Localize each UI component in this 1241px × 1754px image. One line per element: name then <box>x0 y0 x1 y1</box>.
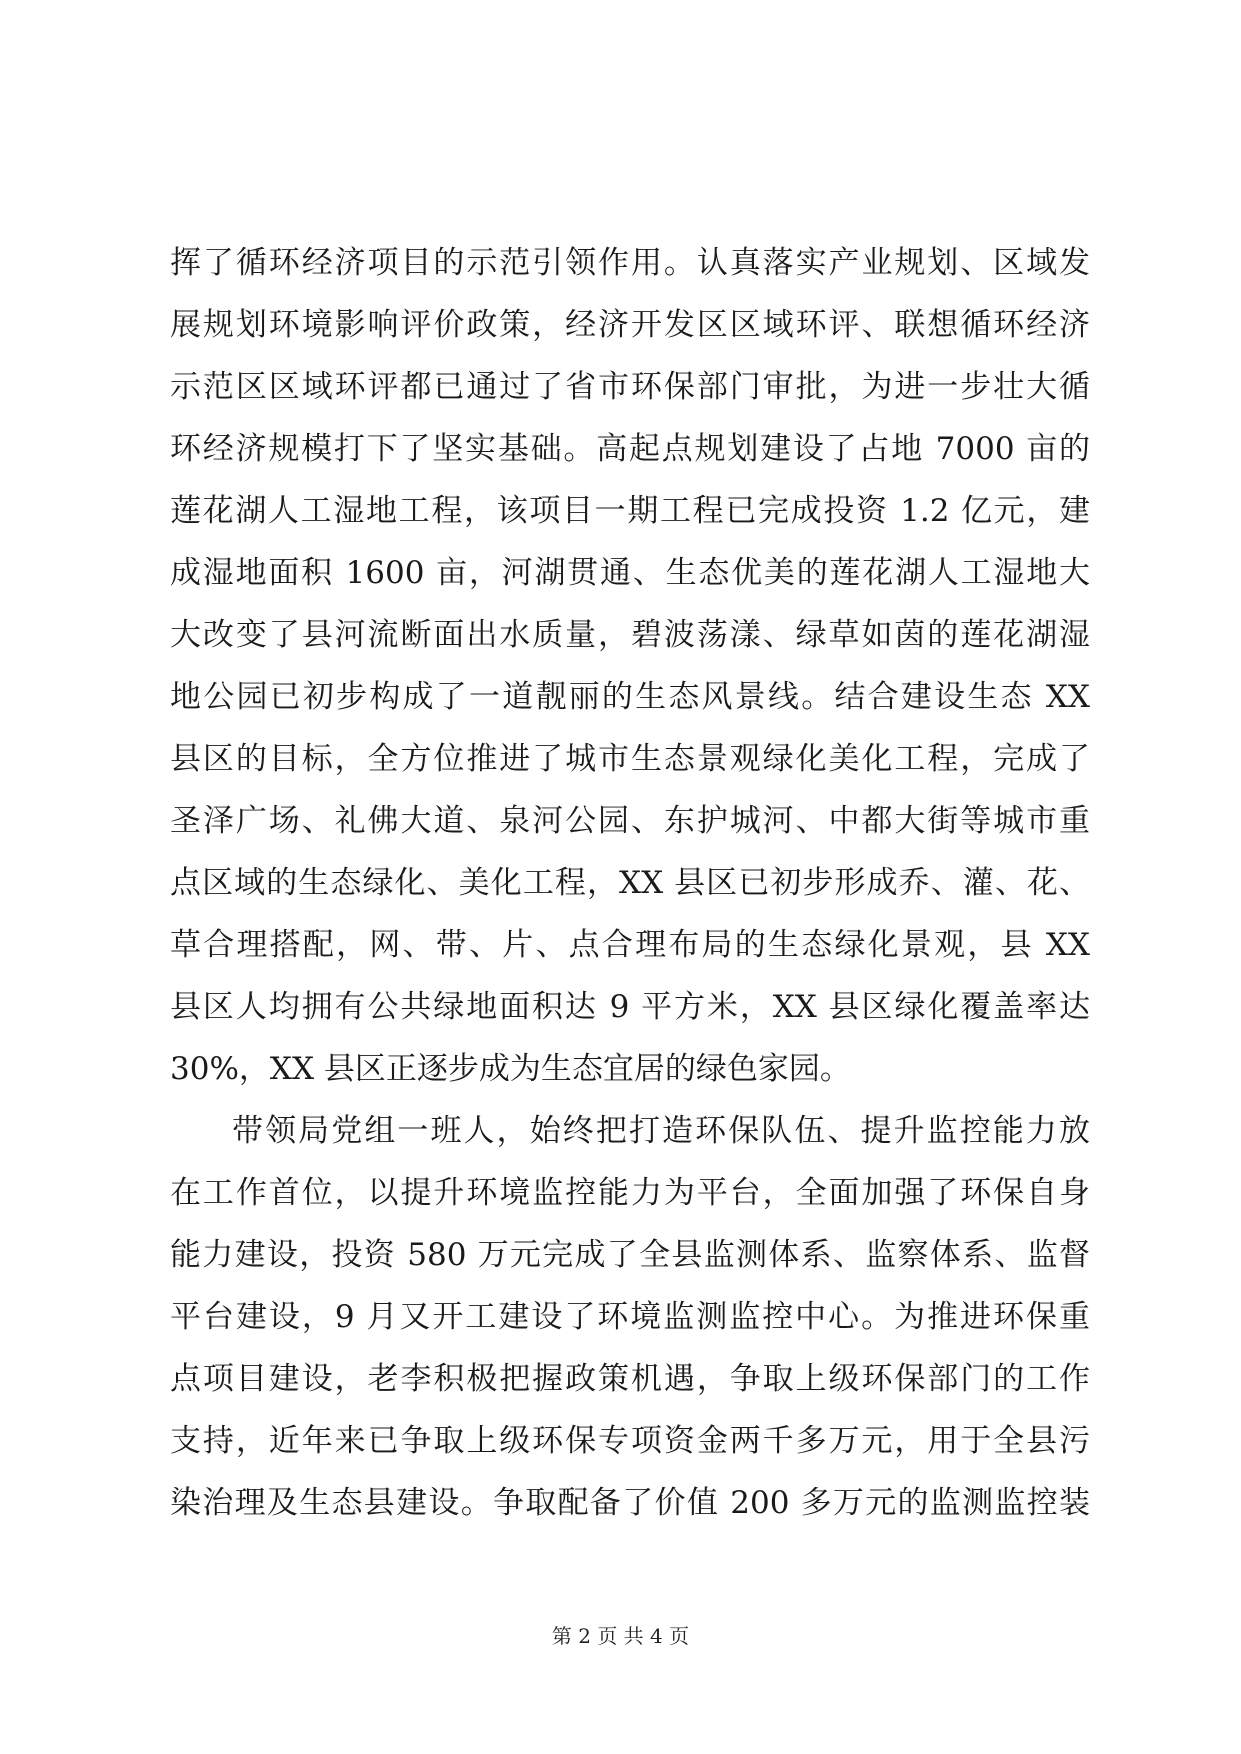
text-line: 莲花湖人工湿地工程，该项目一期工程已完成投资 1.2 亿元，建 <box>170 493 1090 529</box>
text-line: 点区域的生态绿化、美化工程，XX 县区已初步形成乔、灌、花、 <box>170 865 1090 901</box>
text-line: 能力建设，投资 580 万元完成了全县监测体系、监察体系、监督 <box>170 1237 1090 1273</box>
text-line: 环经济规模打下了坚实基础。高起点规划建设了占地 7000 亩的 <box>170 431 1090 467</box>
text-line: 平台建设，9 月又开工建设了环境监测监控中心。为推进环保重 <box>170 1299 1090 1335</box>
text-line: 在工作首位，以提升环境监控能力为平台，全面加强了环保自身 <box>170 1175 1090 1211</box>
text-line: 成湿地面积 1600 亩，河湖贯通、生态优美的莲花湖人工湿地大 <box>170 555 1090 591</box>
text-line: 点项目建设，老李积极把握政策机遇，争取上级环保部门的工作 <box>170 1361 1090 1397</box>
text-line: 示范区区域环评都已通过了省市环保部门审批，为进一步壮大循 <box>170 369 1090 405</box>
body-text <box>170 232 1090 1534</box>
text-line: 30%，XX 县区正逐步成为生态宜居的绿色家园。 <box>170 1051 851 1087</box>
paragraph-2 <box>170 1100 1090 1534</box>
text-line: 县区的目标，全方位推进了城市生态景观绿化美化工程，完成了 <box>170 741 1090 777</box>
text-line: 支持，近年来已争取上级环保专项资金两千多万元，用于全县污 <box>170 1423 1090 1459</box>
text-line: 挥了循环经济项目的示范引领作用。认真落实产业规划、区域发 <box>170 245 1090 281</box>
page-footer <box>0 1622 1241 1650</box>
text-line: 草合理搭配，网、带、片、点合理布局的生态绿化景观，县 XX <box>170 927 1090 963</box>
text-line: 展规划环境影响评价政策，经济开发区区域环评、联想循环经济 <box>170 307 1090 343</box>
text-line: 县区人均拥有公共绿地面积达 9 平方米，XX 县区绿化覆盖率达 <box>170 989 1090 1025</box>
text-line: 带领局党组一班人，始终把打造环保队伍、提升监控能力放 <box>232 1113 1090 1149</box>
text-line: 染治理及生态县建设。争取配备了价值 200 多万元的监测监控装 <box>170 1485 1090 1521</box>
page-number: 第 2 页 共 4 页 <box>551 1624 690 1648</box>
text-line: 地公园已初步构成了一道靓丽的生态风景线。结合建设生态 XX <box>170 679 1090 715</box>
text-line: 圣泽广场、礼佛大道、泉河公园、东护城河、中都大街等城市重 <box>170 803 1090 839</box>
text-line: 大改变了县河流断面出水质量，碧波荡漾、绿草如茵的莲花湖湿 <box>170 617 1090 653</box>
paragraph-1 <box>170 232 1090 1100</box>
